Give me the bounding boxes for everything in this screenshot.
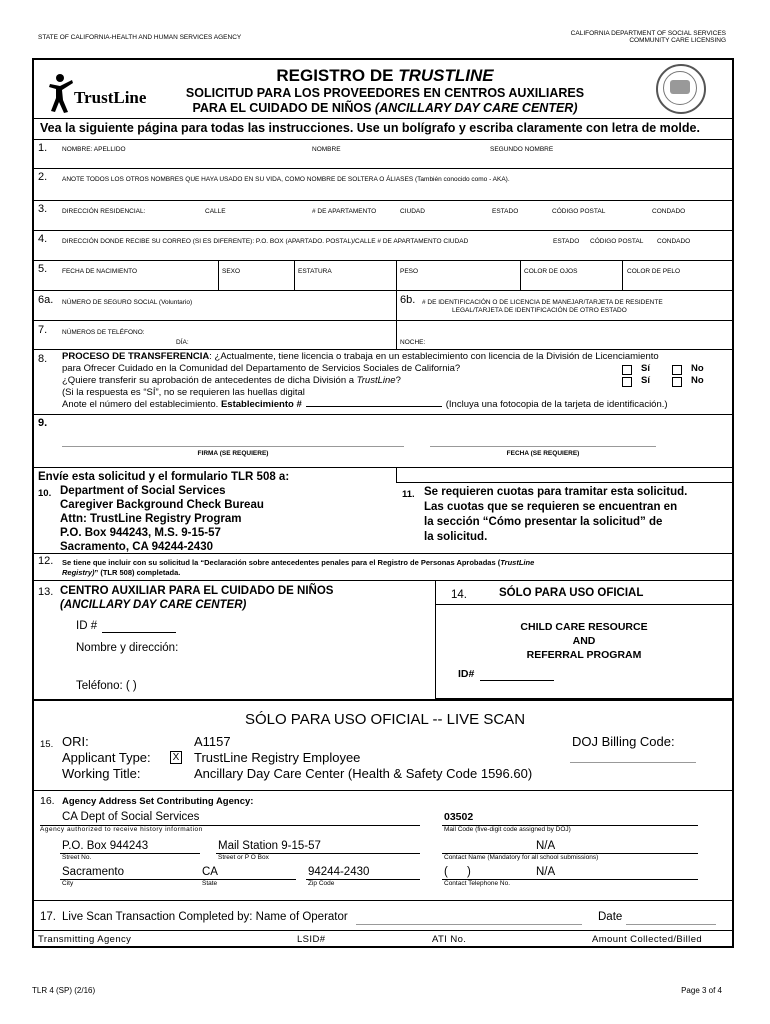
row1-apellido[interactable]: NOMBRE: APELLIDO [62, 146, 126, 153]
ccr-line1: CHILD CARE RESOURCE [520, 621, 648, 633]
row12-trustline: TrustLine [500, 558, 535, 567]
q1-no-checkbox[interactable] [672, 365, 682, 375]
contact-phone-value[interactable]: N/A [536, 866, 556, 878]
doj-billing-field[interactable] [570, 762, 696, 763]
divider [520, 261, 521, 290]
agency-label: Agency authorized to receive history information [40, 826, 203, 833]
row6b-number: 6b. [400, 294, 416, 306]
applicant-type-checkbox[interactable]: X [170, 751, 182, 764]
zip-label: Zip Code [308, 880, 335, 887]
livescan-title: SÓLO PARA USO OFICIAL -- LIVE SCAN [244, 711, 526, 728]
ancillary-id-field[interactable] [102, 632, 176, 633]
street-label: Street No. [62, 854, 92, 861]
state-value[interactable]: CA [202, 866, 218, 878]
row1-nombre[interactable]: NOMBRE [312, 146, 341, 153]
ancillary-line1: CENTRO AUXILIAR PARA EL CUIDADO DE NIÑOS [60, 585, 334, 597]
row14-id-field[interactable] [480, 680, 554, 681]
ancillary-title [60, 584, 333, 612]
row12-text1: Se tiene que incluir con su solicitud la “Declaración sobre antecedentes penales para el Registro de Personas Aprobadas ( [62, 558, 501, 567]
mail-station-label: Street or P O Box [218, 854, 269, 861]
transfer-text3: ¿Quiere transferir su aprobación de antecedentes de dicha División a [62, 375, 357, 386]
title-sub2-italic: (ANCILLARY DAY CARE CENTER) [374, 101, 578, 115]
row16-title-text: Agency Address Set Contributing Agency [62, 796, 251, 807]
row3-ciudad: CIUDAD [400, 208, 425, 215]
row2-other-names[interactable]: ANOTE TODOS LOS OTROS NOMBRES QUE HAYA USADO EN SU VIDA, COMO NOMBRE DE SOLTERA O ÁLIASES (También conocido como - AKA). [62, 176, 510, 183]
divider [33, 290, 733, 291]
transmitting-agency-label[interactable]: Transmitting Agency [38, 934, 132, 945]
signature-label: FIRMA (SE REQUIERE) [197, 450, 269, 457]
row7-dia[interactable]: DÍA: [176, 339, 189, 346]
divider [33, 467, 733, 468]
ccr-program [435, 620, 733, 662]
row3-apto: # DE APARTAMENTO [312, 208, 377, 215]
divider [33, 930, 733, 931]
row16-title: Agency Address Set Contributing Agency: [62, 796, 254, 807]
applicant-type-label: Applicant Type: [62, 750, 151, 765]
divider [396, 482, 733, 483]
date-label: FECHA (SE REQUIERE) [506, 450, 580, 457]
working-title-label: Working Title: [62, 766, 141, 781]
q2-no-checkbox[interactable] [672, 377, 682, 387]
facility-number-label: Establecimiento # [220, 399, 302, 410]
divider [396, 321, 397, 349]
divider [33, 553, 733, 554]
transfer-text1: : ¿Actualmente, tiene licencia o trabaja en un establecimiento con licencia de la División de Licenciamiento [209, 351, 659, 362]
divider [33, 200, 733, 201]
mail-code-label: Mail Code (five-digit code assigned by DOJ) [444, 826, 571, 833]
transfer-note: (Incluya una fotocopia de la tarjeta de identificación.) [445, 399, 668, 410]
transfer-line4: (Si la respuesta es “SÍ”, no se requieren las huellas digital [62, 387, 305, 398]
row6a-number: 6a. [38, 294, 54, 306]
divider [33, 699, 733, 701]
mail-station-value[interactable]: Mail Station 9-15-57 [218, 840, 321, 852]
ori-value: A1157 [194, 734, 231, 749]
row13-number: 13. [38, 586, 54, 598]
row5-number: 5. [38, 263, 48, 275]
title-trustline: TRUSTLINE [398, 66, 494, 85]
ori-label: ORI: [62, 734, 89, 749]
fees-number: 11. [402, 489, 415, 500]
dept-header-line2: COMMUNITY CARE LICENSING [629, 37, 726, 44]
ccr-line3: REFERRAL PROGRAM [526, 649, 642, 661]
divider [33, 168, 733, 169]
divider [396, 468, 397, 482]
send-line1: Department of Social Services [60, 485, 226, 497]
q1-si-checkbox[interactable] [622, 365, 632, 375]
dept-header-line1: CALIFORNIA DEPARTMENT OF SOCIAL SERVICES [570, 30, 726, 37]
transfer-q: ? [395, 375, 401, 386]
title-sub2 [0, 101, 770, 115]
row3-estado: ESTADO [492, 208, 519, 215]
row6a-ssn[interactable]: NÚMERO DE SEGURO SOCIAL (Voluntario) [62, 299, 193, 306]
divider [33, 118, 733, 119]
q2-si-label: Sí [641, 375, 650, 386]
row3-calle: CALLE [205, 208, 226, 215]
form-title [0, 66, 770, 86]
logo-text: TrustLine [74, 88, 147, 107]
transfer-trustline: TrustLine [356, 375, 396, 386]
dept-header [571, 30, 726, 44]
row12-text [62, 558, 732, 578]
operator-label: Live Scan Transaction Completed by: Name of Operator [62, 911, 348, 923]
ancillary-id-label: ID # [76, 620, 98, 632]
row1-number: 1. [38, 142, 48, 154]
doj-billing-label: DOJ Billing Code: [572, 734, 675, 749]
transfer-line2: para Ofrecer Cuidado en la Comunidad del Departamento de Servicios Sociales de California? [62, 363, 461, 374]
row7-noche[interactable]: NOCHE: [400, 339, 426, 346]
transfer-text5: Anote el número del establecimiento. [62, 399, 221, 410]
send-number: 10. [38, 488, 52, 499]
row6b-id-line2: LEGAL/TARJETA DE IDENTIFICACIÓN DE OTRO ESTADO [452, 307, 627, 314]
row6b-id-line1: # DE IDENTIFICACIÓN O DE LICENCIA DE MANEJAR/TARJETA DE RESIDENTE [422, 299, 663, 306]
ancillary-line2: (ANCILLARY DAY CARE CENTER) [60, 599, 247, 611]
q2-no-label: No [691, 375, 704, 386]
q2-si-checkbox[interactable] [622, 377, 632, 387]
contact-phone-label: Contact Telephone No. [444, 880, 511, 887]
send-line5: Sacramento, CA 94244-2430 [60, 541, 213, 553]
fees-text [424, 485, 687, 545]
divider [33, 230, 733, 231]
instructions: Vea la siguiente página para todas las instrucciones. Use un bolígrafo y escriba claramente con letra de molde. [40, 121, 700, 135]
date-line[interactable] [430, 446, 656, 447]
row3-address[interactable]: DIRECCIÓN RESIDENCIAL: [62, 208, 146, 215]
row14-number: 14. [451, 589, 467, 601]
divider [396, 261, 397, 290]
contact-phone-area[interactable]: ( ) [444, 866, 471, 878]
row3-cp: CÓDIGO POSTAL [552, 208, 606, 215]
agency-value[interactable]: CA Dept of Social Services [62, 811, 200, 823]
row15-number: 15. [40, 739, 54, 750]
title-sub2-text: PARA EL CUIDADO DE NIÑOS [192, 101, 375, 115]
row9-number: 9. [38, 417, 48, 429]
send-line4: P.O. Box 944243, M.S. 9-15-57 [60, 527, 221, 539]
fees-line3: la sección “Cómo presentar la solicitud” de [424, 516, 663, 528]
row3-condado: CONDADO [652, 208, 686, 215]
working-title-value: Ancillary Day Care Center (Health & Safety Code 1596.60) [194, 766, 533, 781]
row14-title: SÓLO PARA USO OFICIAL [499, 587, 644, 599]
divider [33, 414, 733, 415]
row1-segundo[interactable]: SEGUNDO NOMBRE [490, 146, 554, 153]
divider [33, 900, 733, 901]
divider [33, 349, 733, 350]
city-value[interactable]: Sacramento [62, 866, 125, 878]
city-line [60, 879, 200, 880]
ancillary-phone-label[interactable]: Teléfono: ( ) [76, 680, 137, 692]
fees-line1: Se requieren cuotas para tramitar esta solicitud. [424, 486, 688, 498]
row4-estado: ESTADO [553, 238, 580, 245]
divider [294, 261, 295, 290]
row7-phones: NÚMEROS DE TELÉFONO: [62, 329, 145, 336]
row12-line1 [62, 558, 732, 568]
row8-number: 8. [38, 353, 48, 365]
fees-line2: Las cuotas que se requieren se encuentran en [424, 501, 678, 513]
transfer-line5 [62, 399, 732, 411]
row16-number: 16. [40, 795, 55, 807]
completed-date-label: Date [598, 911, 623, 923]
q1-si-label: Sí [641, 363, 650, 374]
divider [622, 261, 623, 290]
row6b-id[interactable] [422, 299, 663, 315]
send-title: Envíe esta solicitud y el formulario TLR 508 a: [38, 471, 290, 483]
ancillary-name-label[interactable]: Nombre y dirección: [76, 642, 179, 654]
page-number: Page 3 of 4 [681, 986, 722, 995]
divider [33, 260, 733, 261]
row5-sexo[interactable]: SEXO [222, 268, 241, 275]
transfer-title: PROCESO DE TRANSFERENCIA [62, 351, 210, 362]
form-number: TLR 4 (SP) (2/16) [32, 986, 96, 995]
row12-registry: Registry) [62, 568, 95, 577]
row5-ojos[interactable]: COLOR DE OJOS [524, 268, 578, 275]
lsid-label[interactable]: LSID# [297, 934, 326, 945]
row5-dob[interactable]: FECHA DE NACIMIENTO [62, 268, 138, 275]
state-label: State [202, 880, 218, 887]
row4-condado: CONDADO [657, 238, 691, 245]
row5-peso[interactable]: PESO [400, 268, 419, 275]
send-address [60, 484, 264, 554]
title-main: REGISTRO DE [276, 66, 399, 85]
divider [396, 291, 397, 320]
row7-number: 7. [38, 324, 48, 336]
ccr-line2: AND [572, 635, 596, 647]
row4-number: 4. [38, 233, 48, 245]
mail-code-value[interactable]: 03502 [444, 811, 474, 823]
row12-line2 [62, 568, 732, 578]
completed-date-field[interactable] [626, 924, 716, 925]
row3-number: 3. [38, 203, 48, 215]
row12-completed: ” (TLR 508) completada. [94, 568, 181, 577]
fees-line4: la solicitud. [424, 531, 488, 543]
operator-field[interactable] [356, 924, 582, 925]
divider [33, 139, 733, 140]
row5-pelo[interactable]: COLOR DE PELO [627, 268, 681, 275]
title-sub1: SOLICITUD PARA LOS PROVEEDORES EN CENTROS AUXILIARES [185, 86, 585, 100]
transfer-line1 [62, 351, 732, 363]
agency-header: STATE OF CALIFORNIA-HEALTH AND HUMAN SERVICES AGENCY [38, 34, 242, 41]
divider [33, 320, 733, 321]
contact-name-value[interactable]: N/A [536, 840, 556, 852]
row14-id-label: ID# [458, 668, 475, 680]
divider [33, 790, 733, 791]
facility-number-field[interactable] [306, 406, 442, 407]
row17-number: 17. [40, 911, 56, 923]
row5-estatura[interactable]: ESTATURA [298, 268, 332, 275]
zip-value[interactable]: 94244-2430 [308, 866, 370, 878]
city-label: City [62, 880, 74, 887]
send-line2: Caregiver Background Check Bureau [60, 499, 264, 511]
row2-number: 2. [38, 171, 48, 183]
applicant-type-value: TrustLine Registry Employee [194, 750, 361, 765]
signature-line[interactable] [62, 446, 404, 447]
contact-name-label: Contact Name (Mandatory for all school submissions) [444, 854, 599, 861]
row4-cp: CÓDIGO POSTAL [590, 238, 644, 245]
street-value[interactable]: P.O. Box 944243 [62, 840, 149, 852]
divider [435, 604, 733, 605]
amount-label[interactable]: Amount Collected/Billed [592, 934, 703, 945]
send-line3: Attn: TrustLine Registry Program [60, 513, 242, 525]
q1-no-label: No [691, 363, 704, 374]
row4-mail-address[interactable]: DIRECCIÓN DONDE RECIBE SU CORREO (SI ES DIFERENTE): P.O. BOX (APARTADO. POSTAL)/CALLE # DE APARTAMENTO CIUDAD [62, 238, 469, 245]
divider [218, 261, 219, 290]
row12-number: 12. [38, 555, 54, 567]
ati-label[interactable]: ATI No. [432, 934, 467, 945]
